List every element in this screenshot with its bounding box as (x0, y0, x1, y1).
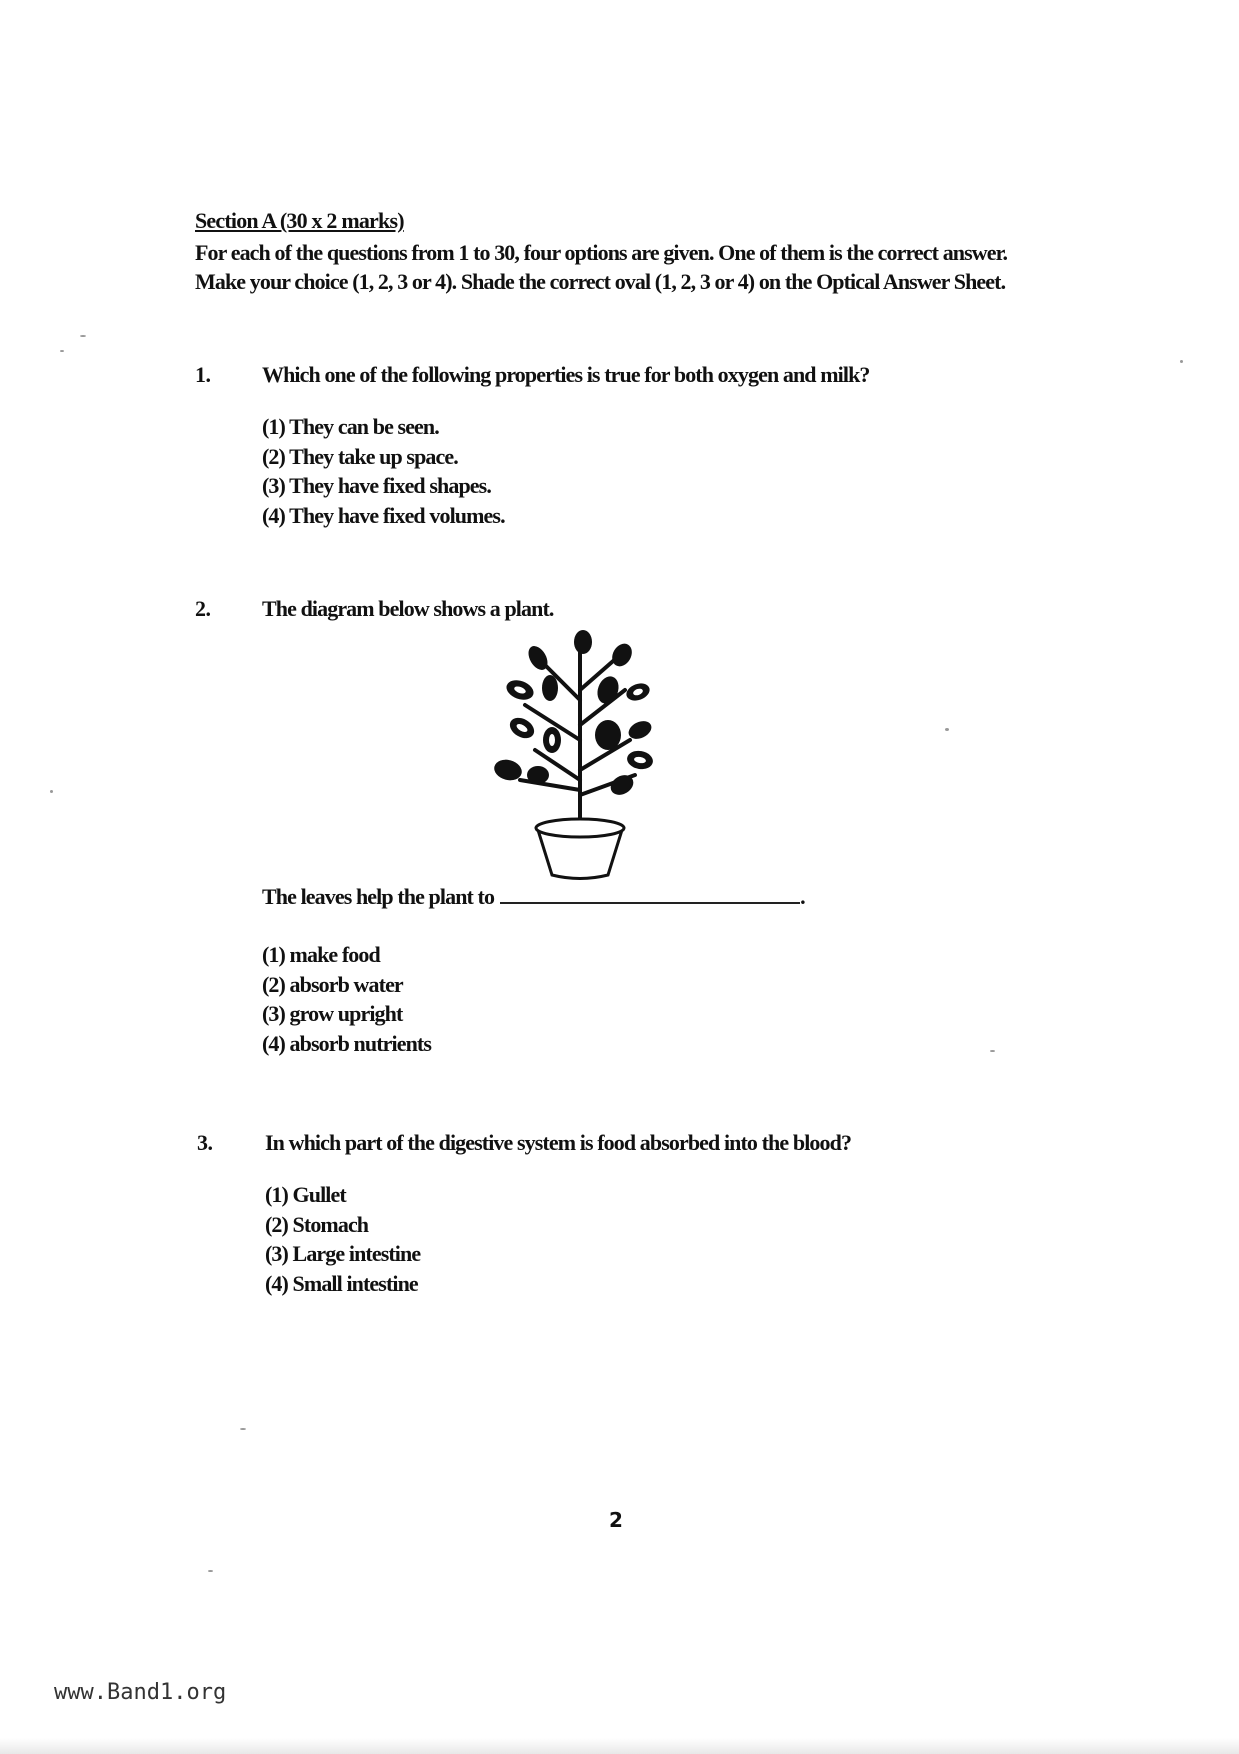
option: (1) make food (262, 942, 380, 967)
question-text: In which part of the digestive system is food absorbed into the blood? (265, 1130, 852, 1155)
instructions-emphasis: Shade the correct oval (1, 2, 3 or 4) on the Optical Answer Sheet. (460, 269, 1006, 294)
option: (2) Stomach (265, 1211, 369, 1237)
prompt-text: The leaves help the plant to (262, 884, 495, 909)
option: (4) absorb nutrients (262, 1030, 432, 1056)
scan-speck (50, 790, 53, 793)
leaf (542, 675, 558, 701)
question-number: 2. (195, 596, 211, 621)
scan-speck (990, 1050, 995, 1052)
option: (4) Small intestine (265, 1270, 418, 1296)
question-text: The diagram below shows a plant. (262, 596, 554, 621)
instructions-text: For each of the questions from 1 to 30, four options are given. One of them is the correct answer. Make your choice (1, 2, 3 or 4). (195, 240, 1008, 294)
option: (2) They take up space. (262, 443, 458, 469)
scan-speck (208, 1570, 213, 1572)
question-number: 1. (195, 362, 211, 387)
scan-speck (1180, 360, 1183, 363)
watermark: www.Band1.org (54, 1680, 227, 1705)
leaf (595, 720, 621, 750)
option: (3) Large intestine (265, 1241, 421, 1266)
section-title: Section A (30 x 2 marks) (195, 208, 404, 233)
leaf (608, 640, 636, 670)
question-number: 3. (197, 1130, 213, 1155)
option: (3) They have fixed shapes. (262, 473, 491, 498)
leaf (574, 630, 592, 654)
potted-plant-diagram (480, 630, 680, 880)
option: (1) They can be seen. (262, 414, 439, 439)
prompt-end: . (800, 884, 805, 909)
scan-edge-shadow (0, 1738, 1239, 1754)
scan-speck (240, 1428, 246, 1430)
option-list (262, 940, 431, 1058)
scan-speck (945, 728, 949, 731)
option: (1) Gullet (265, 1182, 346, 1207)
answer-blank-line (500, 884, 800, 904)
option-list (262, 412, 505, 530)
section-instructions (195, 238, 1035, 296)
page-number: 2 (609, 1508, 623, 1532)
option: (2) absorb water (262, 971, 403, 997)
option: (4) They have fixed volumes. (262, 502, 505, 528)
option-list (265, 1180, 420, 1298)
scan-speck (80, 335, 86, 337)
plant-pot (536, 819, 624, 879)
fill-in-prompt (262, 884, 805, 910)
leaf (527, 766, 549, 784)
scan-speck (60, 350, 64, 352)
plant-branch (520, 780, 580, 790)
question-text: Which one of the following properties is true for both oxygen and milk? (262, 362, 870, 387)
leaf (594, 673, 622, 706)
option: (3) grow upright (262, 1001, 403, 1026)
